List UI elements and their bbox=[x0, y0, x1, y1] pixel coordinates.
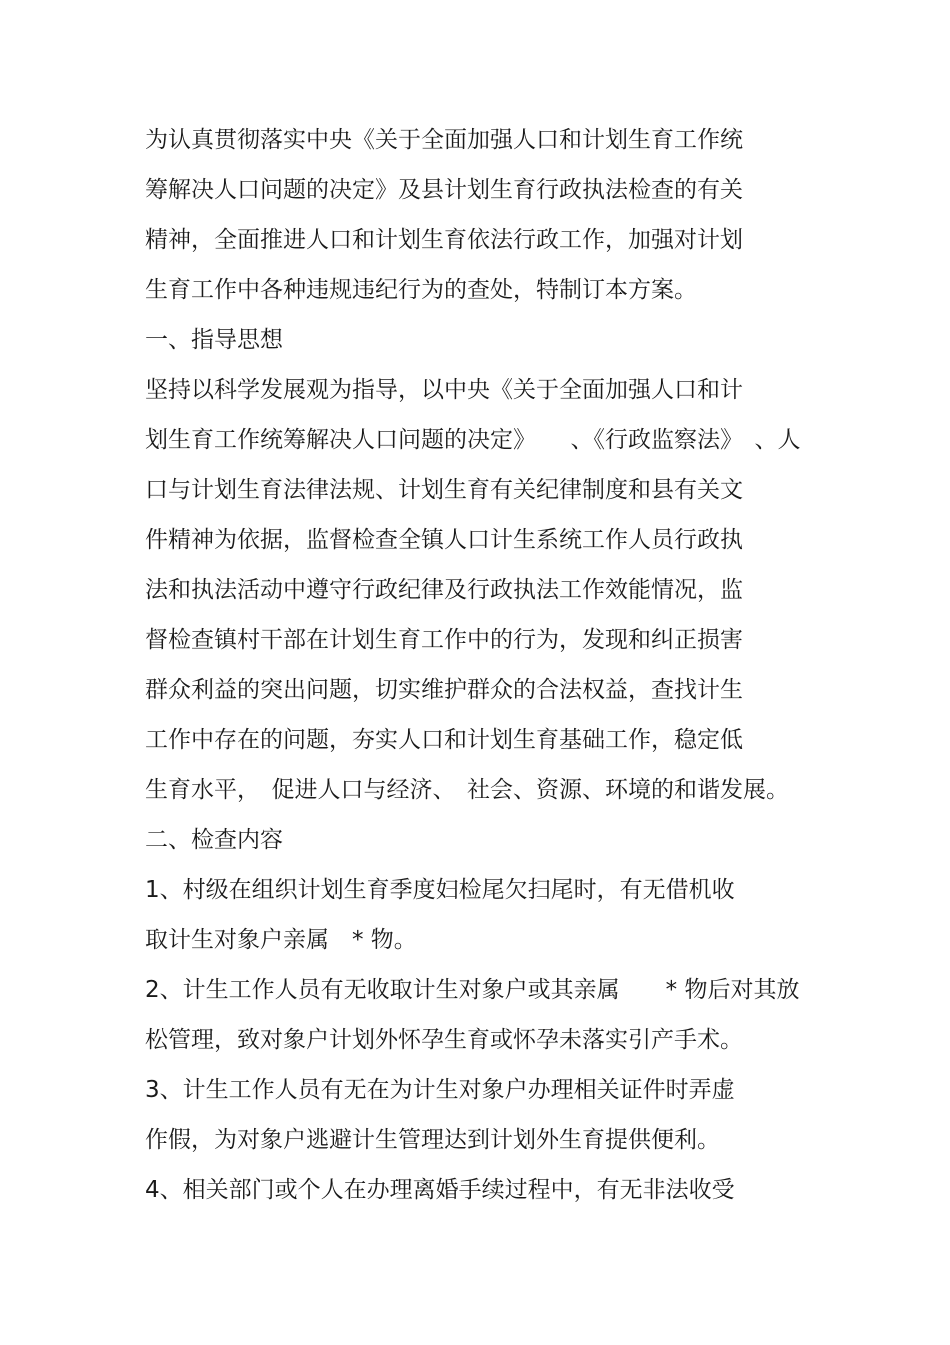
paragraph-line: 生育工作中各种违规违纪行为的查处，特制订本方案。 bbox=[145, 277, 697, 303]
paragraph-line: 为认真贯彻落实中央《关于全面加强人口和计划生育工作统 bbox=[145, 127, 743, 153]
section-heading: 二、检查内容 bbox=[145, 827, 283, 853]
paragraph-line: 工作中存在的问题，夯实人口和计划生育基础工作，稳定低 bbox=[145, 727, 743, 753]
paragraph-line: 件精神为依据，监督检查全镇人口计生系统工作人员行政执 bbox=[145, 527, 743, 553]
list-item-line: 作假，为对象户逃避计生管理达到计划外生育提供便利。 bbox=[145, 1127, 720, 1153]
paragraph-line: 口与计划生育法律法规、计划生育有关纪律制度和县有关文 bbox=[145, 477, 743, 503]
paragraph-line: 精神，全面推进人口和计划生育依法行政工作，加强对计划 bbox=[145, 227, 743, 253]
paragraph-line: 划生育工作统筹解决人口问题的决定》 、《行政监察法》 、人 bbox=[145, 427, 801, 453]
list-item-line: 取计生对象户亲属 * 物。 bbox=[145, 927, 417, 953]
list-item-line: 4、相关部门或个人在办理离婚手续过程中，有无非法收受 bbox=[145, 1177, 735, 1203]
paragraph-line: 法和执法活动中遵守行政纪律及行政执法工作效能情况，监 bbox=[145, 577, 743, 603]
section-heading: 一、指导思想 bbox=[145, 327, 283, 353]
paragraph-line: 群众利益的突出问题，切实维护群众的合法权益，查找计生 bbox=[145, 677, 743, 703]
list-item-line: 松管理，致对象户计划外怀孕生育或怀孕未落实引产手术。 bbox=[145, 1027, 743, 1053]
paragraph-line: 生育水平， 促进人口与经济、 社会、资源、环境的和谐发展。 bbox=[145, 777, 789, 803]
list-item-line: 3、计生工作人员有无在为计生对象户办理相关证件时弄虚 bbox=[145, 1077, 735, 1103]
list-item-line: 2、计生工作人员有无收取计生对象户或其亲属 * 物后对其放 bbox=[145, 977, 800, 1003]
list-item-line: 1、村级在组织计划生育季度妇检尾欠扫尾时，有无借机收 bbox=[145, 877, 735, 903]
paragraph-line: 坚持以科学发展观为指导，以中央《关于全面加强人口和计 bbox=[145, 377, 743, 403]
paragraph-line: 督检查镇村干部在计划生育工作中的行为，发现和纠正损害 bbox=[145, 627, 743, 653]
paragraph-line: 筹解决人口问题的决定》及县计划生育行政执法检查的有关 bbox=[145, 177, 743, 203]
